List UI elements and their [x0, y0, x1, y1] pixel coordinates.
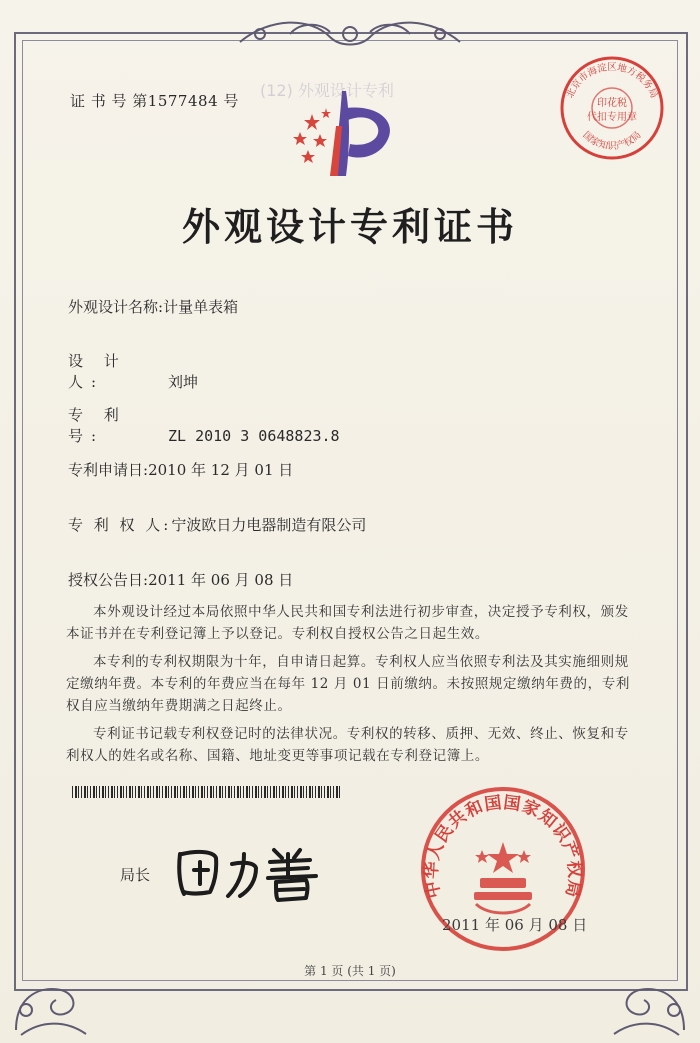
patent-office-logo-icon	[290, 86, 410, 186]
director-signature	[170, 836, 340, 906]
patent-number-value: ZL 2010 3 0648823.8	[168, 427, 340, 445]
design-name-row	[68, 296, 238, 317]
svg-text:国家知识产权局	[580, 130, 643, 152]
certificate-title: 外观设计专利证书	[181, 204, 518, 249]
seal-outer-text: 北京市海淀区地方税务局	[564, 62, 660, 100]
application-date-value: 2010 年 12 月 01 日	[148, 461, 294, 479]
patent-number-label: 专 利 号:	[68, 406, 127, 445]
seal-inner-text: 印花税	[597, 98, 627, 109]
watermark-text: (12) 外观设计专利	[260, 81, 394, 100]
seal-date: 2011 年 06 月 08 日	[442, 916, 588, 934]
seal-inner-text: 代扣专用章	[587, 112, 637, 123]
design-name-label: 外观设计名称:	[68, 298, 164, 316]
top-ornament-icon	[230, 12, 470, 52]
certificate-body	[66, 601, 632, 773]
page-number: 第 1 页 (共 1 页)	[304, 964, 396, 978]
director-label: 局长	[120, 866, 151, 884]
national-seal-text: 中华人民共和国国家知识产权局	[421, 792, 585, 900]
grant-date-value: 2011 年 06 月 08 日	[148, 571, 294, 589]
patentee-row	[68, 514, 366, 535]
designer-row	[68, 350, 198, 392]
grant-date-row	[68, 569, 293, 590]
patentee-label: 专 利 权 人:	[68, 516, 172, 534]
seal-bottom-text: 国家知识产权局	[580, 129, 644, 153]
body-paragraph: 专利证书记载专利权登记时的法律状况。专利权的转移、质押、无效、终止、恢复和专利权人的姓名或名称、国籍、地址变更等事项记载在专利登记簿上。	[66, 726, 629, 764]
barcode	[72, 786, 342, 798]
application-date-label: 专利申请日:	[68, 461, 149, 479]
design-name-value: 计量单表箱	[163, 298, 239, 316]
patentee-value: 宁波欧日力电器制造有限公司	[171, 516, 367, 534]
designer-label: 设 计 人:	[68, 352, 127, 391]
patent-number-row	[68, 404, 340, 446]
svg-text:北京市海淀区地方税务局	[564, 61, 660, 100]
body-paragraph: 本外观设计经过本局依照中华人民共和国专利法进行初步审查，决定授予专利权，颁发本证书并在专利登记簿上予以登记。专利权自授权公告之日起生效。	[66, 604, 629, 642]
certificate-number: 证 书 号 第1577484 号	[70, 92, 239, 110]
designer-value: 刘坤	[168, 373, 199, 391]
stamp-duty-seal-icon	[556, 52, 668, 164]
application-date-row	[68, 459, 293, 480]
grant-date-label: 授权公告日:	[68, 571, 149, 589]
body-paragraph: 本专利的专利权期限为十年，自申请日起算。专利权人应当依照专利法及其实施细则规定缴纳年费。本专利的年费应当在每年 12 月 01 日前缴纳。未按照规定缴纳年费的，专利权自应当缴纳年费期满之日起终止。	[66, 654, 630, 714]
